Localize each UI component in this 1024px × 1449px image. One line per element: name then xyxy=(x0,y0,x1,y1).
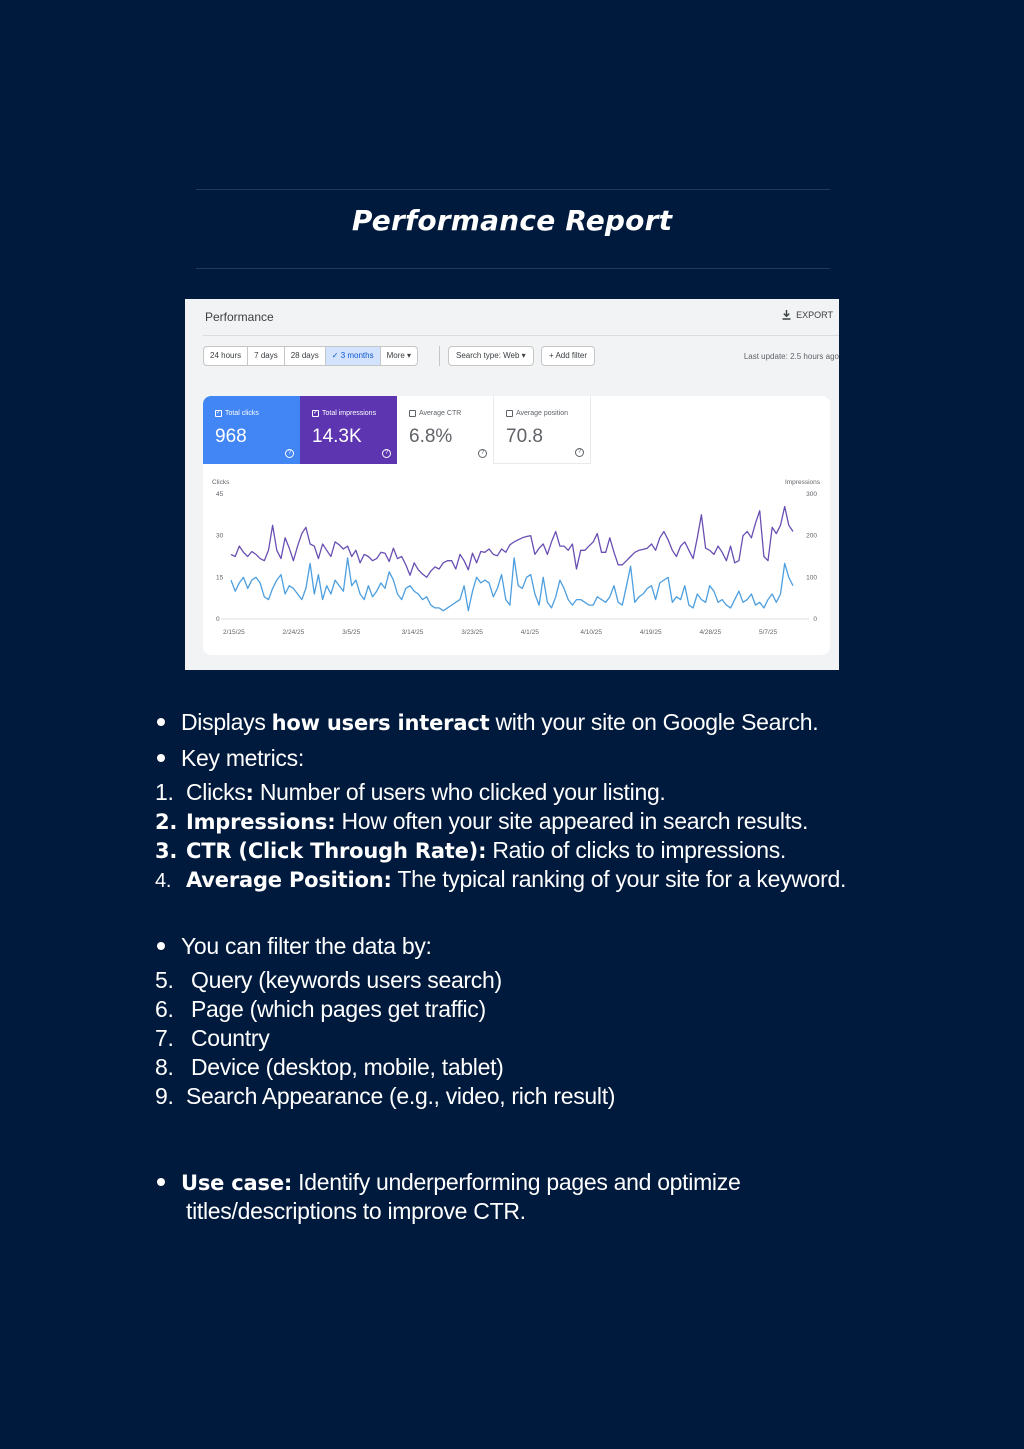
text: Key metrics: xyxy=(181,745,304,771)
plus-icon: + xyxy=(549,351,556,360)
bullet-filter xyxy=(155,933,432,960)
metric-value: 14.3K xyxy=(312,426,362,447)
list-number: 8. xyxy=(155,1054,174,1080)
x-tick-label: 5/7/25 xyxy=(759,629,778,636)
metric-total-clicks[interactable] xyxy=(203,396,300,464)
list-number: 9. xyxy=(155,1083,174,1109)
metric-label: Total impressions xyxy=(322,410,377,417)
performance-chart xyxy=(203,476,830,646)
text: titles/descriptions to improve CTR. xyxy=(186,1198,526,1224)
metric-item-ctr xyxy=(155,837,786,864)
metric-item-impressions xyxy=(155,808,808,835)
right-tick-label: 100 xyxy=(806,574,817,582)
text: Country xyxy=(191,1025,270,1051)
x-tick-label: 4/19/25 xyxy=(639,629,662,636)
x-tick-label: 4/10/25 xyxy=(580,629,603,636)
right-tick-label: 300 xyxy=(806,491,817,498)
right-tick-label: 0 xyxy=(813,616,817,623)
help-icon[interactable]: ? xyxy=(382,449,391,458)
left-tick-label: 15 xyxy=(216,574,224,582)
add-filter-label: Add filter xyxy=(555,351,588,360)
bullet-icon xyxy=(157,754,165,762)
left-tick-label: 45 xyxy=(216,491,224,498)
top-divider xyxy=(196,189,830,190)
checkbox-checked-icon: ✓ xyxy=(216,410,222,416)
filter-separator xyxy=(439,346,440,366)
bullet-displays xyxy=(155,709,818,736)
left-axis-title: Clicks xyxy=(212,479,230,486)
help-icon[interactable]: ? xyxy=(285,449,294,458)
page-title: Performance Report xyxy=(351,204,673,237)
text: Device (desktop, mobile, tablet) xyxy=(191,1054,504,1080)
x-tick-label: 2/15/25 xyxy=(223,629,245,636)
text: Number of users who clicked your listing. xyxy=(259,779,666,805)
header-divider xyxy=(203,335,839,336)
left-tick-label: 30 xyxy=(216,532,224,540)
download-icon xyxy=(782,310,791,320)
checkbox-empty-icon xyxy=(409,410,416,417)
list-number: 6. xyxy=(155,996,174,1022)
checkbox-checked-icon: ✓ xyxy=(313,410,319,416)
bold-text: how users interact xyxy=(271,711,490,735)
date-range-chips xyxy=(203,346,418,366)
filter-item-query xyxy=(155,967,502,994)
filter-item-search-appearance xyxy=(155,1083,615,1110)
bullet-use-case xyxy=(155,1169,740,1196)
filter-item-device xyxy=(155,1054,504,1081)
right-tick-label: 200 xyxy=(806,532,817,540)
help-icon[interactable]: ? xyxy=(478,449,487,458)
text: Clicks xyxy=(186,779,246,805)
x-tick-label: 4/1/25 xyxy=(520,629,539,636)
bold-text: Average Position: xyxy=(186,868,392,892)
text: Displays xyxy=(181,709,266,735)
chip-3-months-label: 3 months xyxy=(340,351,374,360)
metric-value: 968 xyxy=(215,426,247,447)
x-tick-label: 3/14/25 xyxy=(401,629,424,636)
bullet-icon xyxy=(157,1178,165,1186)
metric-value: 6.8% xyxy=(409,426,453,447)
text: Search Appearance (e.g., video, rich result) xyxy=(186,1083,616,1109)
use-case-line-2 xyxy=(186,1198,526,1225)
performance-screenshot xyxy=(185,299,839,670)
metric-value: 70.8 xyxy=(506,426,543,447)
metric-item-clicks xyxy=(155,779,666,806)
filter-item-page xyxy=(155,996,486,1023)
chip-28-days[interactable]: 28 days xyxy=(285,347,326,365)
metric-item-average-position xyxy=(155,866,846,893)
list-number: 3. xyxy=(155,839,178,863)
filter-item-country xyxy=(155,1025,269,1052)
text: Page (which pages get traffic) xyxy=(191,996,486,1022)
metric-label: Total clicks xyxy=(225,410,259,417)
bold-text: : xyxy=(245,781,254,805)
performance-panel xyxy=(203,396,830,655)
series-line-clicks xyxy=(231,558,793,611)
list-number: 2. xyxy=(155,810,178,834)
bold-text: Impressions: xyxy=(186,810,336,834)
metric-label: Average CTR xyxy=(419,410,462,417)
list-number: 5. xyxy=(155,967,174,993)
left-tick-label: 0 xyxy=(216,616,220,623)
text: Ratio of clicks to impressions. xyxy=(492,837,787,863)
help-icon[interactable]: ? xyxy=(575,448,584,457)
text: Identify underperforming pages and optimize xyxy=(298,1169,741,1195)
dropdown-arrow-icon: ▾ xyxy=(519,351,526,360)
chip-more-label: More xyxy=(386,351,405,360)
chip-24-hours[interactable]: 24 hours xyxy=(204,347,248,365)
bullet-icon xyxy=(157,942,165,950)
list-number: 7. xyxy=(155,1025,174,1051)
search-type-label: Search type: Web xyxy=(456,351,520,360)
list-number: 1. xyxy=(155,779,174,805)
x-tick-label: 3/5/25 xyxy=(342,629,361,636)
x-tick-label: 4/28/25 xyxy=(699,629,722,636)
right-axis-title: Impressions xyxy=(784,479,820,486)
text: Query (keywords users search) xyxy=(191,967,502,993)
metric-total-impressions[interactable] xyxy=(300,396,397,464)
text: How often your site appeared in search results. xyxy=(341,808,809,834)
bullet-icon xyxy=(157,718,165,726)
x-tick-label: 3/23/25 xyxy=(461,629,483,636)
dropdown-arrow-icon: ▾ xyxy=(404,351,412,360)
x-tick-label: 2/24/25 xyxy=(282,629,305,636)
bottom-divider xyxy=(196,268,830,269)
bold-text: CTR (Click Through Rate): xyxy=(186,839,487,863)
metric-average-position[interactable] xyxy=(494,396,591,464)
bullet-key-metrics xyxy=(155,745,304,772)
text: The typical ranking of your site for a keyword. xyxy=(397,866,847,892)
metric-label: Average position xyxy=(516,410,569,417)
export-button[interactable] xyxy=(782,310,833,320)
text: You can filter the data by: xyxy=(181,933,432,959)
search-type-dropdown[interactable] xyxy=(448,346,534,366)
list-number: 4. xyxy=(155,870,172,892)
last-update: Last update: 2.5 hours ago xyxy=(743,352,839,361)
screenshot-header: Performance xyxy=(205,310,274,324)
chip-3-months[interactable] xyxy=(326,347,381,365)
checkbox-empty-icon xyxy=(506,410,513,417)
chip-7-days[interactable]: 7 days xyxy=(248,347,285,365)
add-filter-button[interactable] xyxy=(541,346,595,366)
series-line-impressions xyxy=(231,507,793,578)
text: with your site on Google Search. xyxy=(495,709,819,735)
metric-average-ctr[interactable] xyxy=(397,396,494,464)
export-label: EXPORT xyxy=(796,310,833,320)
check-icon: ✓ xyxy=(331,351,341,360)
chip-more[interactable] xyxy=(381,347,417,365)
bold-text: Use case: xyxy=(181,1171,293,1195)
